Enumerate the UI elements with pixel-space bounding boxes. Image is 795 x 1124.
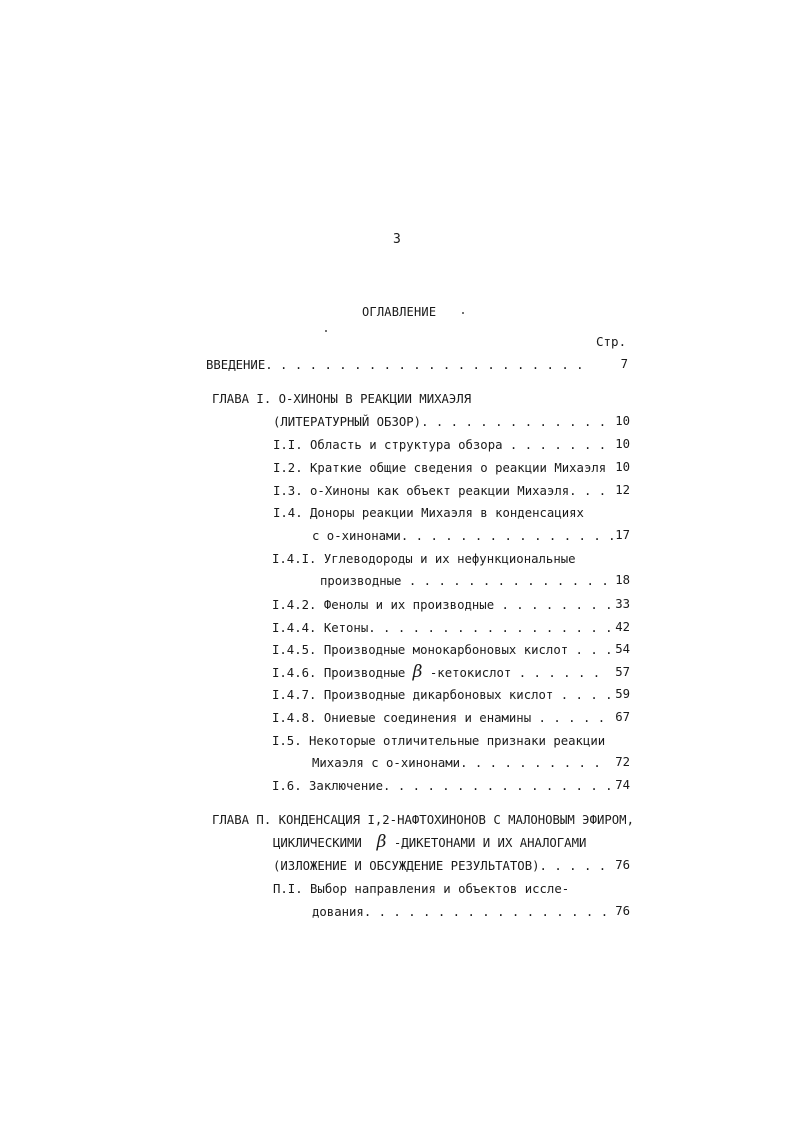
beta-symbol: β — [412, 662, 423, 682]
toc-page: 72 — [615, 755, 630, 769]
page-title: ОГЛАВЛЕНИЕ — [362, 305, 437, 319]
toc-page-introduction: 7 — [620, 357, 628, 371]
scan-speck — [325, 330, 327, 332]
toc-page: 59 — [615, 687, 630, 701]
toc-page: 33 — [615, 597, 630, 611]
toc-entry-1-3: I.3. о-Хиноны как объект реакции Михаэля. . . — [273, 484, 607, 498]
toc-entry-chapter-2: ГЛАВА П. КОНДЕНСАЦИЯ I,2-НАФТОХИНОНОВ С МАЛОНОВЫМ ЭФИРОМ, — [212, 813, 634, 827]
beta-symbol: β — [376, 832, 387, 852]
toc-entry-1-4-8: I.4.8. Ониевые соединения и енамины . . . . . — [272, 711, 606, 725]
toc-entry-chapter-2-line2 — [273, 834, 586, 851]
toc-text: -кетокислот . . . . . . — [422, 666, 601, 680]
toc-entry-chapter-1: ГЛАВА I. О-ХИНОНЫ В РЕАКЦИИ МИХАЭЛЯ — [212, 392, 472, 406]
toc-page: 10 — [615, 414, 630, 428]
toc-page: 42 — [615, 620, 630, 634]
toc-entry-1-4-1-cont: производные . . . . . . . . . . . . . . — [320, 574, 609, 588]
toc-entry-1-4-1: I.4.I. Углеводороды и их нефункциональные — [272, 552, 576, 566]
toc-entry-1-4-2: I.4.2. Фенолы и их производные . . . . . . . . — [272, 598, 613, 612]
toc-text: I.4.6. Производные — [272, 666, 413, 680]
toc-entry-1-5: I.5. Некоторые отличительные признаки реакции — [272, 734, 606, 748]
toc-entry-introduction: ВВЕДЕНИЕ. . . . . . . . . . . . . . . . . . . . . . — [206, 358, 584, 372]
toc-page: 67 — [615, 710, 630, 724]
toc-page: 54 — [615, 642, 630, 656]
toc-page: 57 — [615, 665, 630, 679]
page-column-label: Стр. — [596, 334, 627, 349]
toc-entry-1-2: I.2. Краткие общие сведения о реакции Михаэля — [273, 461, 607, 475]
toc-entry-1-4-7: I.4.7. Производные дикарбоновых кислот . . . . — [272, 688, 613, 702]
toc-page: 10 — [615, 437, 630, 451]
toc-text: ЦИКЛИЧЕСКИМИ — [273, 836, 377, 850]
toc-entry-1-4-5: I.4.5. Производные монокарбоновых кислот . . . — [272, 643, 613, 657]
toc-entry-1-4-4: I.4.4. Кетоны. . . . . . . . . . . . . . . . . — [272, 621, 613, 635]
toc-page: 76 — [615, 904, 630, 918]
toc-page: 74 — [615, 778, 630, 792]
toc-entry-1-6: I.6. Заключение. . . . . . . . . . . . . . . . — [272, 779, 613, 793]
toc-entry-1-4-6 — [272, 664, 600, 681]
scan-speck — [462, 312, 464, 314]
toc-text: -ДИКЕТОНАМИ И ИХ АНАЛОГАМИ — [386, 836, 587, 850]
toc-entry-2-1: П.I. Выбор направления и объектов иссле- — [273, 882, 570, 896]
toc-entry-1-1: I.I. Область и структура обзора . . . . . . . — [273, 438, 607, 452]
toc-entry-chapter-1-subtitle: (ЛИТЕРАТУРНЫЙ ОБЗОР). . . . . . . . . . . . . — [273, 415, 607, 429]
page-number: 3 — [393, 232, 401, 247]
toc-page: 12 — [615, 483, 630, 497]
toc-page: 76 — [615, 858, 630, 872]
toc-entry-1-4: I.4. Доноры реакции Михаэля в конденсациях — [273, 506, 584, 520]
toc-entry-2-1-cont: дования. . . . . . . . . . . . . . . . . — [312, 905, 609, 919]
toc-entry-1-4-cont: с о-хинонами. . . . . . . . . . . . . . . — [312, 529, 616, 543]
toc-entry-chapter-2-line3: (ИЗЛОЖЕНИЕ И ОБСУЖДЕНИЕ РЕЗУЛЬТАТОВ). . . . . — [273, 859, 607, 873]
toc-page: 10 — [615, 460, 630, 474]
toc-entry-1-5-cont: Михаэля с о-хинонами. . . . . . . . . . — [312, 756, 601, 770]
toc-page: 18 — [615, 573, 630, 587]
toc-page: 17 — [615, 528, 630, 542]
